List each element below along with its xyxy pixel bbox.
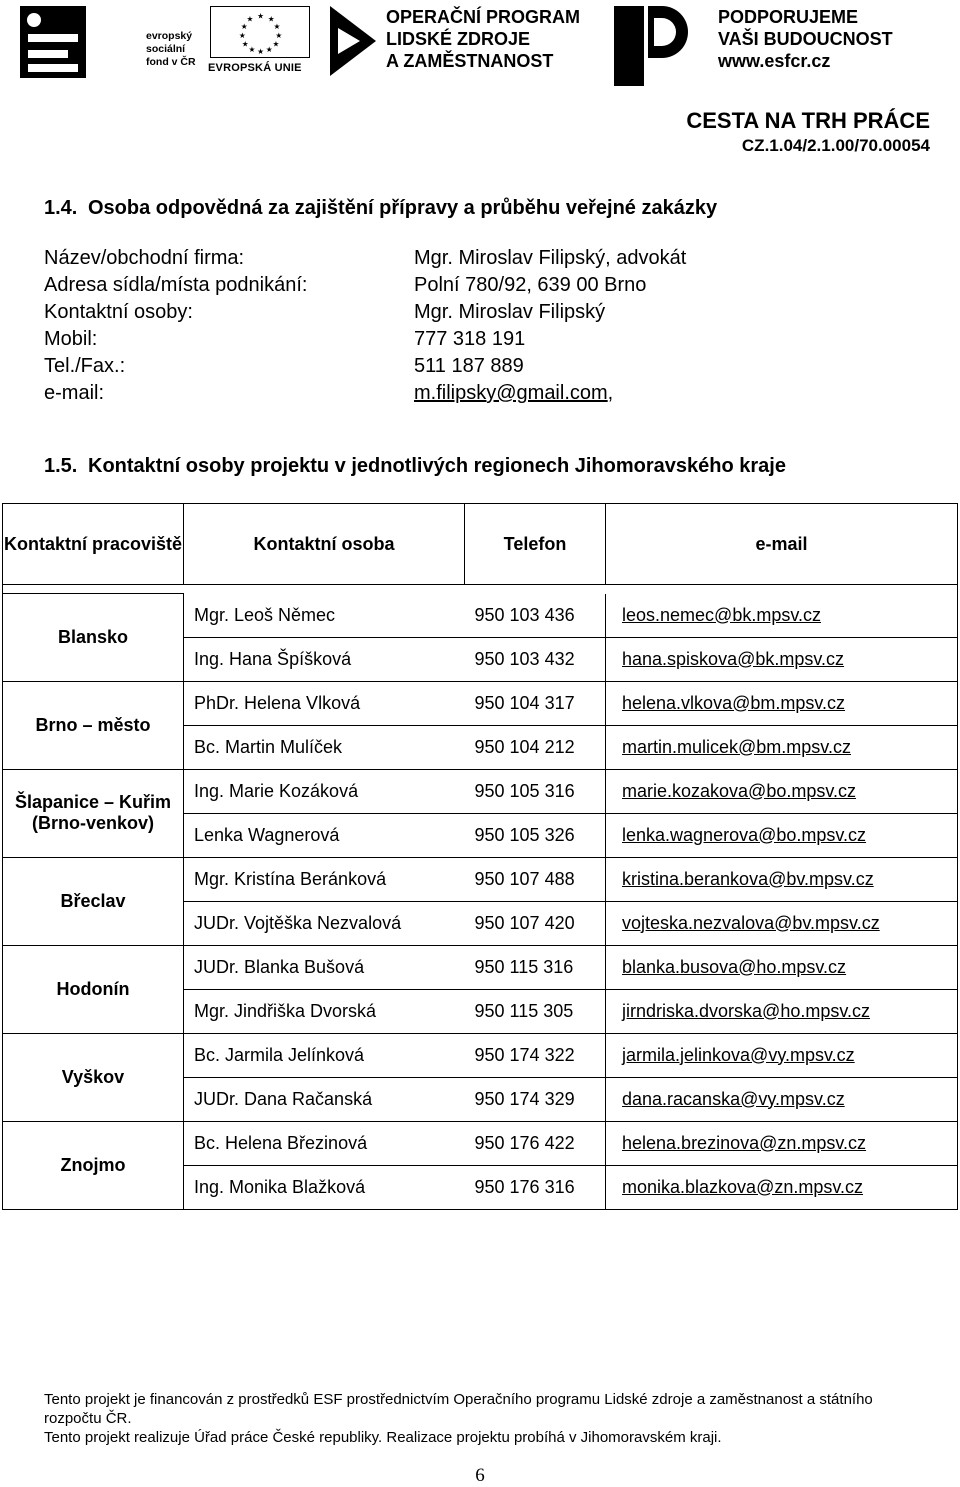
svg-text:★: ★	[238, 30, 246, 40]
col-header-person: Kontaktní osoba	[184, 504, 465, 585]
contact-person: Ing. Monika Blažková	[184, 1165, 465, 1209]
section-15-title: Kontaktní osoby projektu v jednotlivých regionech Jihomoravského kraje	[88, 455, 786, 477]
region-cell: Břeclav	[3, 857, 184, 945]
footer-line-1: Tento projekt je financován z prostředků ESF prostřednictvím Operačního programu Lidské zdroje a zaměstnanost a státního rozpočtu ČR.	[44, 1391, 873, 1427]
svg-text:★: ★	[248, 45, 256, 55]
contact-person: Ing. Marie Kozáková	[184, 769, 465, 813]
contact-email-link[interactable]: martin.mulicek@bm.mpsv.cz	[606, 725, 958, 769]
table-header-row	[3, 504, 958, 585]
svg-text:★: ★	[240, 22, 248, 32]
contact-person: Ing. Hana Špíšková	[184, 637, 465, 681]
region-cell: Blansko	[3, 594, 184, 682]
table-row	[3, 1033, 958, 1077]
svg-text:★: ★	[257, 47, 265, 57]
contact-email-link[interactable]: vojteska.nezvalova@bv.mpsv.cz	[606, 901, 958, 945]
contact-person: Bc. Martin Mulíček	[184, 725, 465, 769]
contact-phone: 950 103 436	[465, 594, 606, 638]
spacer-row	[3, 585, 958, 594]
contact-email-link[interactable]: hana.spiskova@bk.mpsv.cz	[606, 637, 958, 681]
contact-email-link[interactable]: helena.brezinova@zn.mpsv.cz	[606, 1121, 958, 1165]
info-row: e-mail: m.filipsky@gmail.com,	[44, 382, 614, 404]
eu-flag-icon	[210, 6, 310, 58]
contact-person: Bc. Helena Březinová	[184, 1121, 465, 1165]
project-code: CZ.1.04/2.1.00/70.00054	[741, 136, 930, 155]
contact-email-link[interactable]: helena.vlkova@bm.mpsv.cz	[606, 681, 958, 725]
op-arrow-icon	[330, 6, 376, 76]
info-row: Název/obchodní firma: Mgr. Miroslav Filipský, advokát	[44, 247, 687, 269]
contact-phone: 950 104 212	[465, 725, 606, 769]
table-row	[3, 769, 958, 813]
contact-phone: 950 107 420	[465, 901, 606, 945]
col-header-workplace: Kontaktní pracoviště	[3, 504, 184, 585]
header-logos	[0, 0, 960, 90]
svg-text:★: ★	[275, 30, 283, 40]
contact-phone: 950 107 488	[465, 857, 606, 901]
info-row: Tel./Fax.: 511 187 889	[44, 355, 524, 377]
contact-email-link[interactable]: jarmila.jelinkova@vy.mpsv.cz	[606, 1033, 958, 1077]
footer	[44, 1390, 924, 1447]
region-cell: Hodonín	[3, 945, 184, 1033]
email-link[interactable]: m.filipsky@gmail.com	[414, 382, 608, 404]
table-row	[3, 1121, 958, 1165]
contact-person: Bc. Jarmila Jelínková	[184, 1033, 465, 1077]
footer-line-2: Tento projekt realizuje Úřad práce České republiky. Realizace projektu probíhá v Jihomoravském kraji.	[44, 1429, 722, 1446]
contact-person: JUDr. Blanka Bušová	[184, 945, 465, 989]
svg-text:★: ★	[265, 45, 273, 55]
contact-person: Mgr. Jindřiška Dvorská	[184, 989, 465, 1033]
contact-person: Mgr. Leoš Němec	[184, 594, 465, 638]
contact-email-link[interactable]: leos.nemec@bk.mpsv.cz	[606, 594, 958, 638]
contact-email-link[interactable]: blanka.busova@ho.mpsv.cz	[606, 945, 958, 989]
table-row	[3, 681, 958, 725]
svg-text:★: ★	[267, 14, 275, 24]
table-body	[3, 585, 958, 1210]
section-14-title: Osoba odpovědná za zajištění přípravy a průběhu veřejné zakázky	[88, 197, 718, 219]
contact-email-link[interactable]: kristina.berankova@bv.mpsv.cz	[606, 857, 958, 901]
table-row	[3, 594, 958, 638]
contact-phone: 950 105 316	[465, 769, 606, 813]
table-row	[3, 857, 958, 901]
svg-text:★: ★	[273, 22, 281, 32]
region-cell: Vyškov	[3, 1033, 184, 1121]
contact-email-link[interactable]: marie.kozakova@bo.mpsv.cz	[606, 769, 958, 813]
info-row: Kontaktní osoby: Mgr. Miroslav Filipský	[44, 301, 606, 323]
contact-phone: 950 176 422	[465, 1121, 606, 1165]
svg-text:★: ★	[241, 39, 249, 49]
contact-person: JUDr. Vojtěška Nezvalová	[184, 901, 465, 945]
regional-contacts-table	[2, 503, 958, 1210]
region-cell: Znojmo	[3, 1121, 184, 1209]
contact-person: PhDr. Helena Vlková	[184, 681, 465, 725]
col-header-phone: Telefon	[465, 504, 606, 585]
contact-phone: 950 115 316	[465, 945, 606, 989]
project-title: CESTA NA TRH PRÁCE	[686, 108, 930, 133]
col-header-email: e-mail	[606, 504, 958, 585]
esf-text: evropský sociální fond v ČR	[146, 30, 196, 68]
contact-phone: 950 176 316	[465, 1165, 606, 1209]
contact-email-link[interactable]: jirndriska.dvorska@ho.mpsv.cz	[606, 989, 958, 1033]
contact-phone: 950 103 432	[465, 637, 606, 681]
region-cell: Brno – město	[3, 681, 184, 769]
contact-email-link[interactable]: lenka.wagnerova@bo.mpsv.cz	[606, 813, 958, 857]
contact-person: Lenka Wagnerová	[184, 813, 465, 857]
svg-text:★: ★	[272, 39, 280, 49]
section-15-heading	[44, 455, 786, 478]
up-logo-icon	[614, 6, 694, 86]
section-15-number: 1.5.	[44, 455, 78, 477]
info-row: Mobil: 777 318 191	[44, 328, 526, 350]
svg-text:★: ★	[257, 11, 265, 21]
contact-phone: 950 174 329	[465, 1077, 606, 1121]
project-header	[686, 108, 930, 158]
page-number: 6	[475, 1465, 485, 1486]
table-row	[3, 945, 958, 989]
contact-person: JUDr. Dana Račanská	[184, 1077, 465, 1121]
contact-phone: 950 104 317	[465, 681, 606, 725]
section-14-heading	[44, 197, 717, 220]
op-program-text: OPERAČNÍ PROGRAM LIDSKÉ ZDROJE A ZAMĚSTNANOST	[386, 7, 581, 71]
support-text: PODPORUJEME VAŠI BUDOUCNOST www.esfcr.cz	[718, 7, 893, 71]
contractor-info	[44, 245, 686, 407]
contact-phone: 950 105 326	[465, 813, 606, 857]
esf-logo	[20, 6, 86, 78]
eu-label: EVROPSKÁ UNIE	[208, 62, 302, 74]
section-14-number: 1.4.	[44, 197, 78, 219]
contact-phone: 950 115 305	[465, 989, 606, 1033]
contact-phone: 950 174 322	[465, 1033, 606, 1077]
svg-text:★: ★	[246, 14, 254, 24]
contact-email-link[interactable]: monika.blazkova@zn.mpsv.cz	[606, 1165, 958, 1209]
contact-person: Mgr. Kristína Beránková	[184, 857, 465, 901]
contact-email-link[interactable]: dana.racanska@vy.mpsv.cz	[606, 1077, 958, 1121]
region-cell: Šlapanice – Kuřim (Brno-venkov)	[3, 769, 184, 857]
info-row: Adresa sídla/místa podnikání: Polní 780/92, 639 00 Brno	[44, 274, 647, 296]
